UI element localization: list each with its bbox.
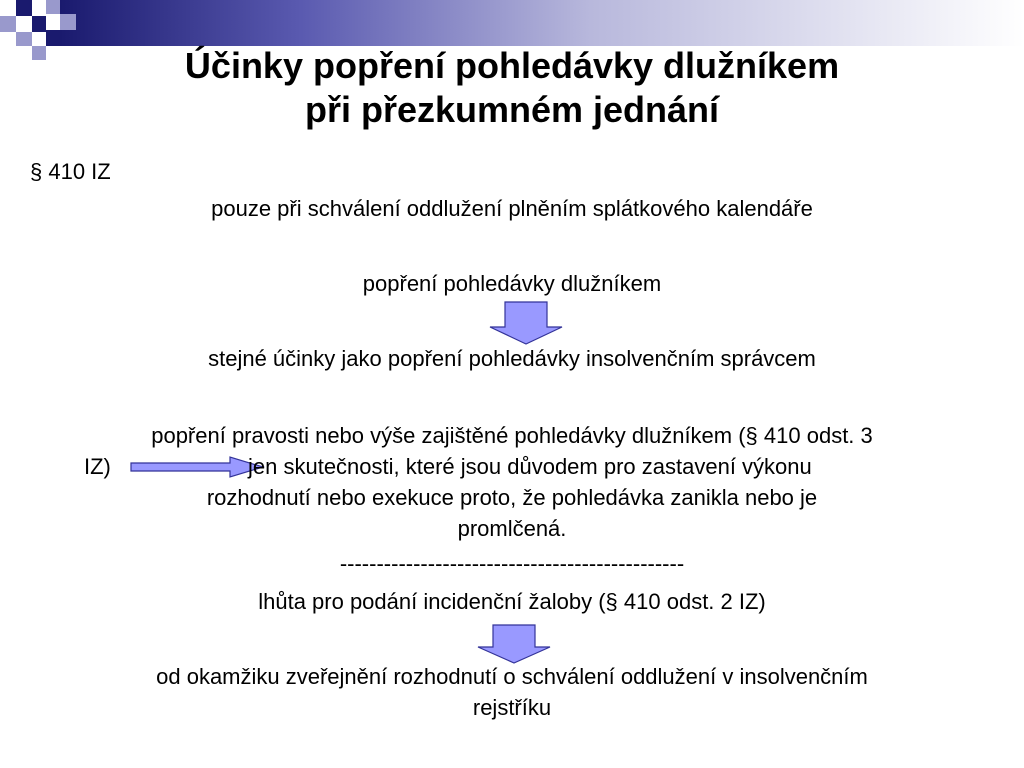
header-gradient-bar — [60, 0, 1024, 46]
title-line-2: při přezkumném jednání — [304, 89, 720, 130]
start-line-2: rejstříku — [472, 695, 552, 720]
section-reference: § 410 IZ — [30, 159, 111, 184]
start-line-1: od okamžiku zveřejnění rozhodnutí o schválení oddlužení v insolvenčním — [156, 664, 868, 689]
secured-line-2b: jen skutečnosti, které jsou důvodem pro zastavení výkonu — [248, 454, 812, 479]
secured-claim-paragraph — [30, 420, 994, 544]
down-arrow-icon — [488, 301, 564, 345]
deadline-text: lhůta pro podání incidenční žaloby (§ 410 odst. 2 IZ) — [258, 589, 766, 614]
title-line-1: Účinky popření pohledávky dlužníkem — [184, 45, 840, 86]
down-arrow-icon — [476, 624, 552, 664]
separator-line: ----------------------------------------------- — [339, 551, 685, 576]
effect-text: stejné účinky jako popření pohledávky insolvenčním správcem — [208, 346, 816, 371]
slide-title — [60, 44, 964, 132]
secured-line-3: rozhodnutí nebo exekuce proto, že pohledávka zanikla nebo je — [206, 485, 818, 510]
secured-line-2a: IZ) — [84, 454, 111, 479]
condition-text: pouze při schválení oddlužení plněním splátkového kalendáře — [211, 196, 813, 221]
right-arrow-icon — [130, 456, 265, 478]
secured-line-1: popření pravosti nebo výše zajištěné pohledávky dlužníkem (§ 410 odst. 3 — [151, 423, 873, 448]
denial-text: popření pohledávky dlužníkem — [362, 271, 662, 296]
secured-line-4: promlčená. — [457, 516, 567, 541]
